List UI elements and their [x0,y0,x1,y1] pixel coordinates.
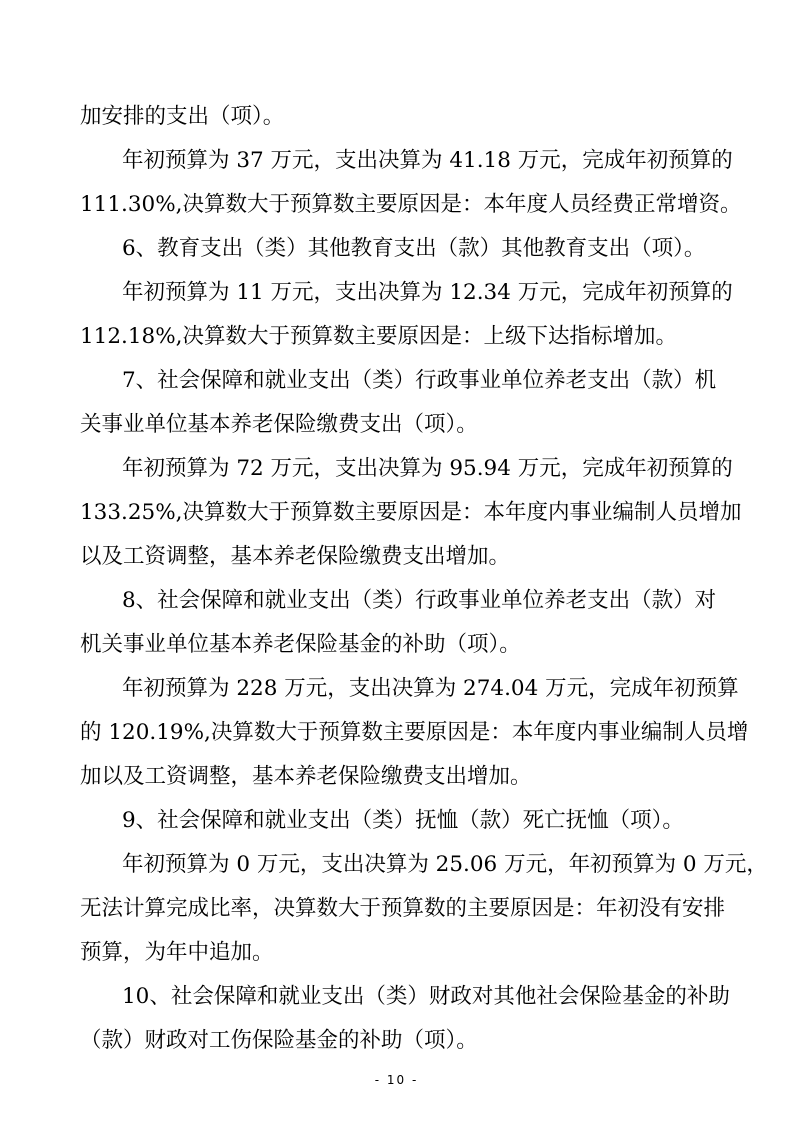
text-line-content: 年初预算为 228 万元，支出决算为 274.04 万元，完成年初预算 [122,676,739,701]
text-line [0,845,793,885]
text-line [0,581,793,621]
text-line [0,889,793,929]
text-line-content: 年初预算为 0 万元，支出决算为 25.06 万元，年初预算为 0 万元， [122,852,768,877]
text-line-content: 机关事业单位基本养老保险基金的补助（项）。 [80,632,521,657]
text-line-content: 关事业单位基本养老保险缴费支出（项）。 [80,412,478,437]
text-line [0,317,793,357]
text-line-content: 加安排的支出（项）。 [80,104,285,129]
text-line-content: 预算，为年中追加。 [80,940,274,965]
text-line [0,141,793,181]
text-line-content: 的 120.19%,决算数大于预算数主要原因是：本年度内事业编制人员增 [80,720,749,745]
text-line-content: 8、社会保障和就业支出（类）行政事业单位养老支出（款）对 [122,588,717,613]
text-line [0,449,793,489]
text-line-content: （款）财政对工伤保险基金的补助（项）。 [80,1028,478,1053]
text-line [0,405,793,445]
text-line-content: 9、社会保障和就业支出（类）抚恤（款）死亡抚恤（项）。 [122,808,684,833]
text-line-content: 111.30%,决算数大于预算数主要原因是：本年度人员经费正常增资。 [80,192,742,217]
text-line [0,977,793,1017]
text-line-content: 112.18%,决算数大于预算数主要原因是：上级下达指标增加。 [80,324,677,349]
text-line-content: 以及工资调整，基本养老保险缴费支出增加。 [80,544,511,569]
text-line-content: 年初预算为 37 万元，支出决算为 41.18 万元，完成年初预算的 [122,148,733,173]
text-line-content: 加以及工资调整，基本养老保险缴费支出增加。 [80,764,532,789]
text-line [0,537,793,577]
text-line [0,361,793,401]
text-line-content: 无法计算完成比率，决算数大于预算数的主要原因是：年初没有安排 [80,896,726,921]
text-line [0,273,793,313]
text-line [0,229,793,269]
text-line-content: 10、社会保障和就业支出（类）财政对其他社会保险基金的补助 [122,984,730,1009]
text-line [0,669,793,709]
text-line-content: 年初预算为 72 万元，支出决算为 95.94 万元，完成年初预算的 [122,456,733,481]
page-number: - 10 - [374,1073,419,1087]
text-line [0,757,793,797]
text-line-content: 7、社会保障和就业支出（类）行政事业单位养老支出（款）机 [122,368,717,393]
text-line-content: 133.25%,决算数大于预算数主要原因是：本年度内事业编制人员增加 [80,500,742,525]
text-line-content: 6、教育支出（类）其他教育支出（款）其他教育支出（项）。 [122,236,706,261]
text-line [0,493,793,533]
text-line [0,97,793,137]
text-line [0,625,793,665]
text-line [0,713,793,753]
text-line-content: 年初预算为 11 万元，支出决算为 12.34 万元，完成年初预算的 [122,280,733,305]
text-line [0,185,793,225]
text-line [0,801,793,841]
text-line [0,1021,793,1061]
text-line [0,933,793,973]
